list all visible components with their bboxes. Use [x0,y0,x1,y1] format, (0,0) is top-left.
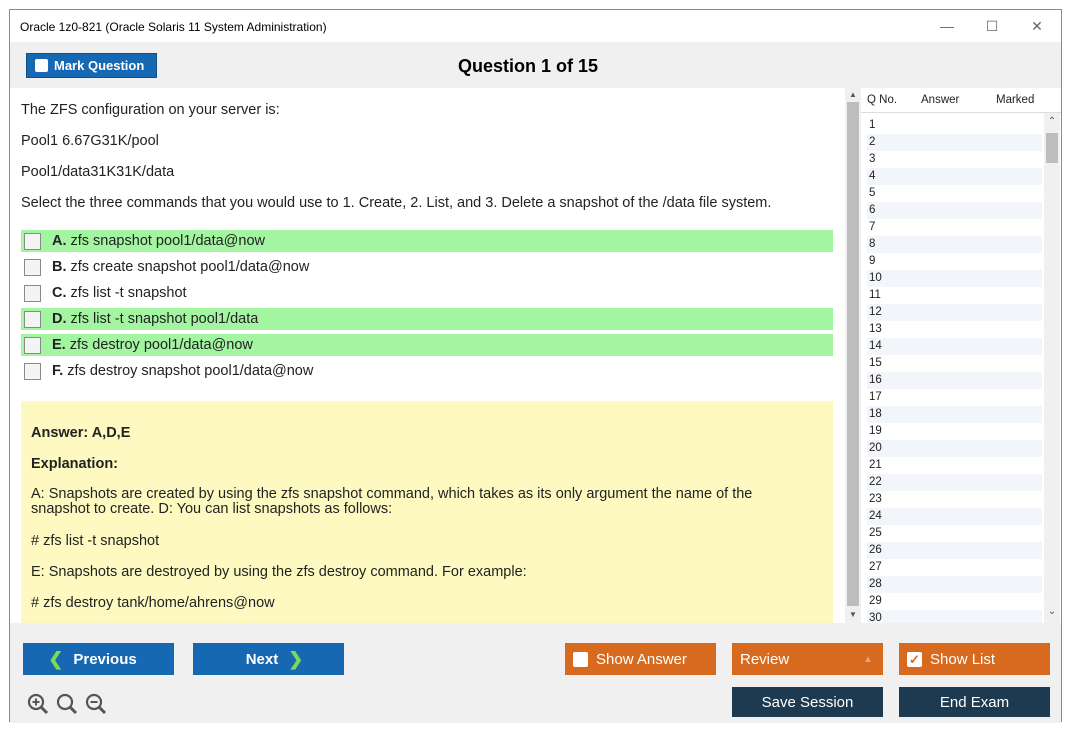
answer-option-f[interactable] [21,360,833,382]
option-text: zfs destroy pool1/data@now [69,337,253,353]
question-header [10,42,1061,88]
answer-option-a[interactable] [21,230,833,252]
question-title: Question 1 of 15 [457,56,599,76]
question-list-header [861,88,1061,113]
question-list-row[interactable] [867,134,1042,151]
question-list-row[interactable] [867,389,1042,406]
chevron-up-icon[interactable]: ⌃ [1047,116,1057,127]
end-exam-button[interactable] [899,687,1050,717]
mark-question-label: Mark Question [54,58,145,73]
question-list-row[interactable] [867,253,1042,270]
show-list-button[interactable] [899,643,1050,675]
question-number: 27 [869,561,882,573]
question-number: 8 [869,238,876,250]
answer-option-e[interactable] [21,334,833,356]
next-button[interactable] [193,643,344,675]
explanation-command: # zfs list -t snapshot [31,533,160,549]
question-number: 6 [869,204,876,216]
window-title: Oracle 1z0-821 (Oracle Solaris 11 System Administration) [20,20,327,34]
option-text: zfs create snapshot pool1/data@now [70,259,310,275]
explanation-text: E: Snapshots are destroyed by using the zfs destroy command. For example: [31,564,527,580]
question-number: 4 [869,170,876,182]
zoom-out-icon[interactable] [85,693,107,721]
option-checkbox[interactable] [24,337,41,354]
option-letter: E. [52,337,66,353]
question-list-row[interactable] [867,168,1042,185]
question-list-row[interactable] [867,287,1042,304]
column-marked: Marked [996,94,1035,106]
option-checkbox[interactable] [24,259,41,276]
option-letter: A. [52,233,67,249]
title-bar [10,10,1061,42]
question-list-row[interactable] [867,372,1042,389]
review-dropdown[interactable] [732,643,883,675]
question-list-row[interactable] [867,474,1042,491]
question-list-row[interactable] [867,423,1042,440]
zoom-reset-icon[interactable] [56,693,78,721]
question-list-row[interactable] [867,440,1042,457]
column-answer: Answer [921,94,960,106]
option-letter: F. [52,363,64,379]
checked-checkbox-icon: ✓ [907,652,922,667]
maximize-icon[interactable]: ☐ [985,17,999,34]
minimize-icon[interactable]: — [940,18,954,34]
option-letter: D. [52,311,67,327]
question-list-row[interactable] [867,236,1042,253]
option-text: zfs snapshot pool1/data@now [70,233,265,249]
question-number: 20 [869,442,882,454]
checkbox-icon [573,652,588,667]
question-number: 11 [869,289,881,301]
end-exam-label: End Exam [939,693,1010,711]
question-number: 15 [869,357,882,369]
option-text: zfs list -t snapshot pool1/data [70,311,259,327]
question-number: 13 [869,323,882,335]
question-list-row[interactable] [867,406,1042,423]
previous-label: Previous [73,650,137,668]
question-list-row[interactable] [867,525,1042,542]
question-list-row[interactable] [867,304,1042,321]
question-line: Pool1 6.67G31K/pool [21,133,159,149]
chevron-right-icon: ❯ [288,648,304,669]
content-scrollbar[interactable] [845,88,861,623]
scrollbar-thumb[interactable] [847,102,859,606]
question-number: 16 [869,374,882,386]
question-number: 28 [869,578,882,590]
question-list-row[interactable] [867,542,1042,559]
app-window [9,9,1062,722]
question-number: 18 [869,408,882,420]
answer-line: Answer: A,D,E [31,425,131,441]
question-list-row[interactable] [867,219,1042,236]
question-list-row[interactable] [867,576,1042,593]
scroll-up-icon[interactable]: ▲ [849,90,857,99]
question-list-scrollbar[interactable] [1044,113,1060,623]
question-number: 25 [869,527,882,539]
chevron-up-icon: ▲ [863,653,873,665]
question-number: 14 [869,340,882,352]
question-line: Pool1/data31K31K/data [21,164,175,180]
question-line: The ZFS configuration on your server is: [21,102,280,118]
question-number: 24 [869,510,882,522]
explanation-command: # zfs destroy tank/home/ahrens@now [31,595,275,611]
scrollbar-thumb[interactable] [1046,133,1058,163]
answer-option-c[interactable] [21,282,833,304]
question-number: 26 [869,544,882,556]
question-number: 23 [869,493,882,505]
question-number: 2 [869,136,876,148]
question-list-row[interactable] [867,202,1042,219]
option-text: zfs list -t snapshot [70,285,187,301]
option-checkbox[interactable] [24,233,41,250]
option-checkbox[interactable] [24,285,41,302]
option-checkbox[interactable] [24,311,41,328]
question-number: 1 [869,119,876,131]
answer-option-b[interactable] [21,256,833,278]
zoom-in-icon[interactable] [27,693,49,721]
question-number: 12 [869,306,882,318]
review-label: Review [740,650,790,668]
question-list-row[interactable] [867,457,1042,474]
question-list-row[interactable] [867,508,1042,525]
question-list-row[interactable] [867,355,1042,372]
show-answer-label: Show Answer [596,650,687,668]
question-content [10,88,861,623]
save-session-button[interactable] [732,687,883,717]
chevron-down-icon[interactable]: ⌄ [1047,606,1057,617]
chevron-left-icon: ❮ [48,648,64,669]
show-answer-button[interactable] [565,643,716,675]
question-number: 30 [869,612,882,623]
question-number: 10 [869,272,882,284]
question-list-row[interactable] [867,593,1042,610]
explanation-text: A: Snapshots are created by using the zfs snapshot command, which takes as its only argument the name of the snapshot to create. D: You can list snapshots as follows: [31,486,753,517]
question-list-row[interactable] [867,321,1042,338]
question-number: 3 [869,153,876,165]
option-text: zfs destroy snapshot pool1/data@now [67,363,314,379]
question-number: 5 [869,187,876,199]
previous-button[interactable] [23,643,174,675]
answer-explanation-panel [21,401,833,623]
option-letter: C. [52,285,67,301]
question-number: 7 [869,221,876,233]
question-number: 19 [869,425,882,437]
next-label: Next [245,650,279,668]
show-list-label: Show List [930,650,996,668]
question-list-row[interactable] [867,338,1042,355]
answer-option-d[interactable] [21,308,833,330]
question-line: Select the three commands that you would use to 1. Create, 2. List, and 3. Delete a snapshot of the /data file system. [21,195,772,211]
question-list-row[interactable] [867,491,1042,508]
explanation-label: Explanation: [31,456,119,472]
scroll-down-icon[interactable]: ▼ [849,610,857,619]
option-letter: B. [52,259,67,275]
question-number: 29 [869,595,882,607]
question-list-row[interactable] [867,185,1042,202]
question-list-panel [861,88,1061,623]
question-number: 21 [869,459,882,471]
question-list-row[interactable] [867,610,1042,623]
close-icon[interactable]: ✕ [1031,17,1043,34]
question-list-row[interactable] [867,270,1042,287]
save-session-label: Save Session [761,693,854,711]
column-qno: Q No. [867,94,898,106]
question-list-row[interactable] [867,559,1042,576]
question-number: 17 [869,391,882,403]
question-list-row[interactable] [867,151,1042,168]
footer-toolbar [10,623,1061,723]
option-checkbox[interactable] [24,363,41,380]
question-list-row[interactable] [867,117,1042,134]
question-number: 9 [869,255,876,267]
question-number: 22 [869,476,882,488]
